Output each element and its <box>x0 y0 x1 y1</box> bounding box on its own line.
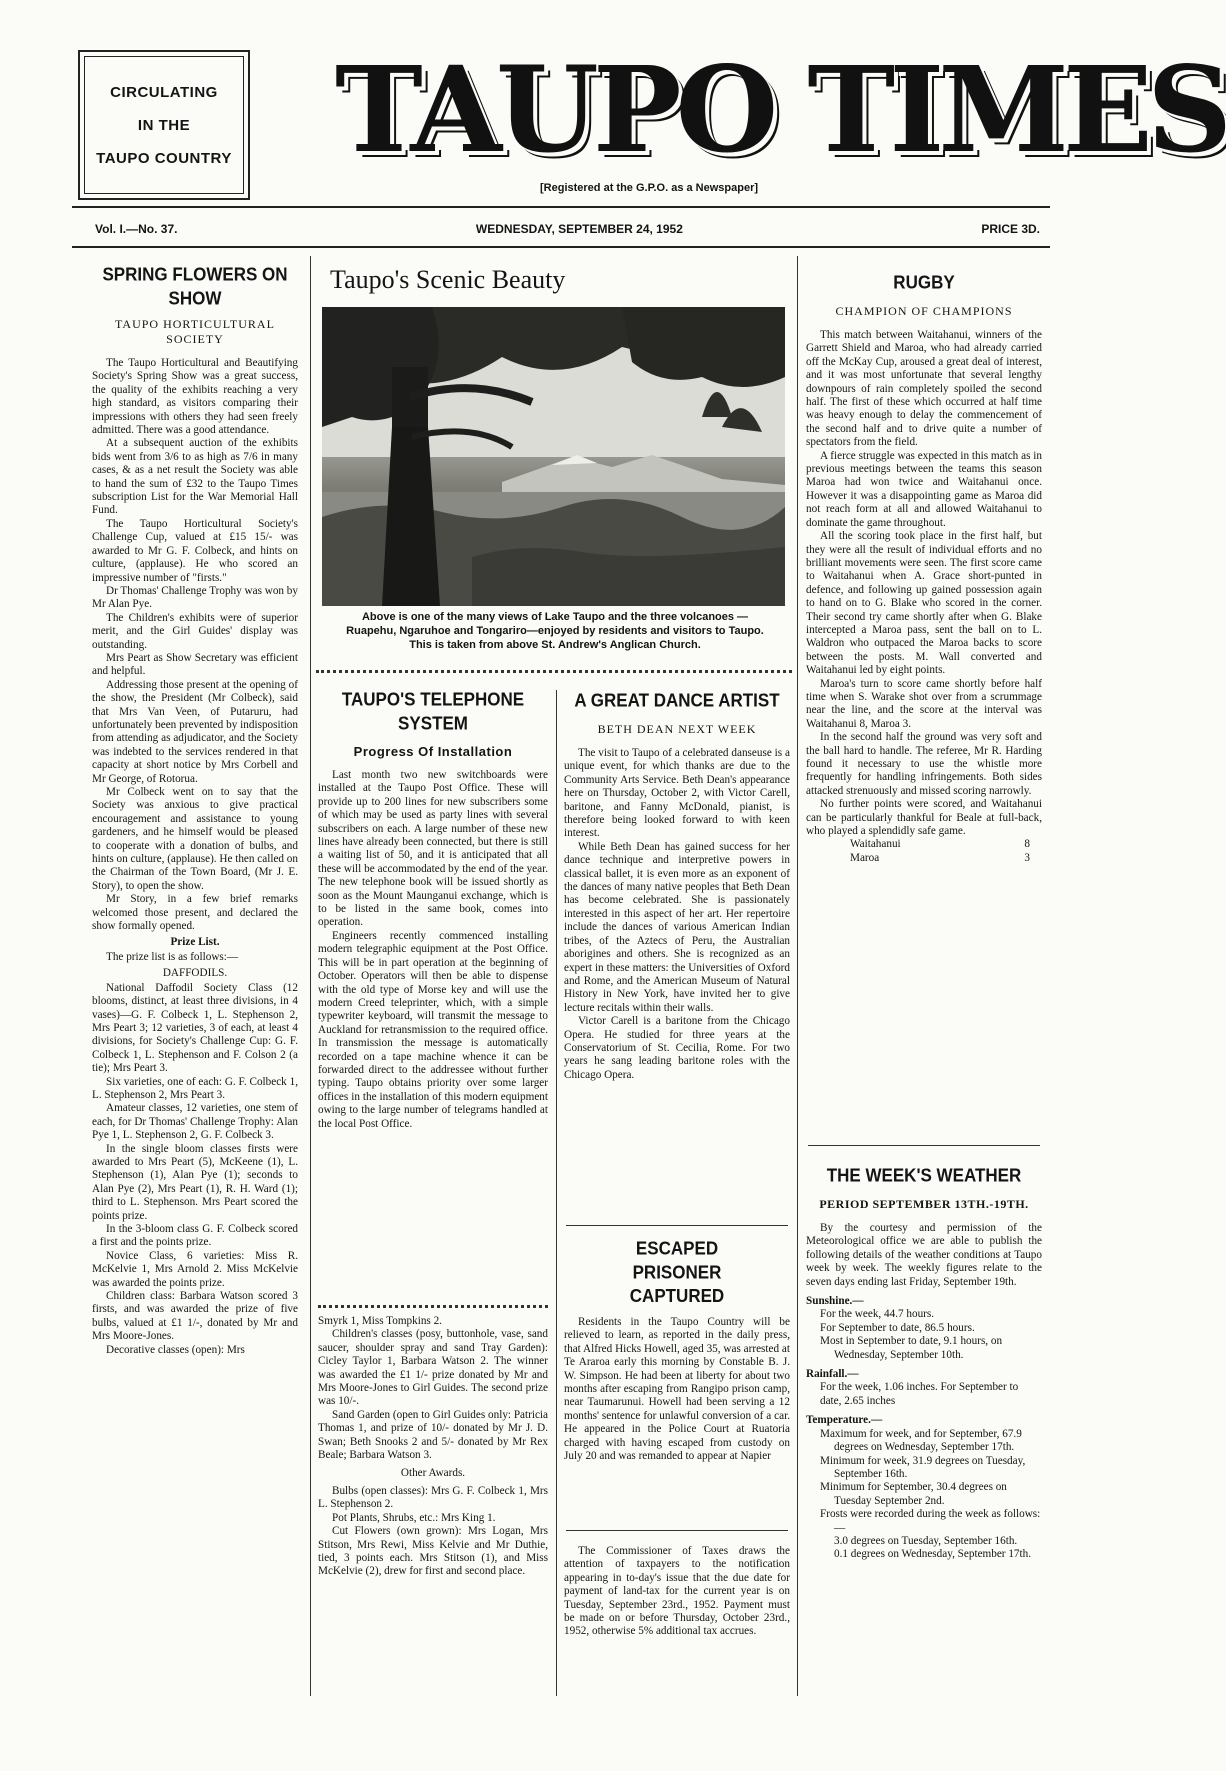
column-rule-3 <box>797 256 798 1696</box>
telephone-article <box>318 690 548 1131</box>
team-score: 3 <box>1024 851 1030 864</box>
paragraph: Dr Thomas' Challenge Trophy was won by Mr Alan Pye. <box>92 584 298 611</box>
prize-list-heading: Prize List. <box>170 936 220 949</box>
rugby-headline: RUGBY <box>893 272 955 293</box>
temperature-entry: Minimum for week, 31.9 degrees on Tuesday, September 16th. <box>820 1454 1026 1480</box>
sunshine-entry: Most in September to date, 9.1 hours, on Wednesday, September 10th. <box>820 1335 1003 1361</box>
weather-headline: THE WEEK'S WEATHER <box>826 1165 1022 1186</box>
paragraph: Cut Flowers (own grown): Mrs Logan, Mrs Stitson, Mrs Rewi, Miss Kelvie and Mr Duthie, tied, 3 points each. Mrs Stitson (1), and Miss McKelvie (2), drew for first and second place. <box>318 1525 548 1578</box>
paragraph: The prize list is as follows:— <box>106 950 239 963</box>
spring-flowers-article <box>92 265 298 1357</box>
photo-caption: Above is one of the many views of Lake Taupo and the three volcanoes —Ruapehu, Ngaruhoe and Tongariro—enjoyed by residents and visitors to Taupo. This is taken from above St. Andrew's Anglican Church. <box>346 611 764 651</box>
paragraph: Maroa's turn to score came shortly before half time when S. Warake shot over from a scrummage near the line, and the score at the interval was Waitahanui 8, Maroa 3. <box>806 677 1042 730</box>
paragraph: No further points were scored, and Waitahanui can be particularly thankful for Beale at full-back, who played a splendidly safe game. <box>806 798 1042 838</box>
score-row <box>806 838 1042 851</box>
paragraph: Mr Story, in a few brief remarks welcomed those present, and declared the show formally opened. <box>92 893 298 933</box>
paragraph: In the 3-bloom class G. F. Colbeck scored a first and the points prize. <box>92 1223 298 1249</box>
prisoner-body <box>564 1316 790 1463</box>
rainfall-label: Rainfall.— <box>806 1368 859 1381</box>
paragraph: While Beth Dean has gained success for her dance technique and interpretive powers in classical ballet, it is even more as an exponent of the dances of many native peoples that Beth Dean has become celebrated. She is passionately interested in this aspect of her art. Her repertoire include the dances of various American Indian tribes, of the Aztecs of Peru, the Australian aborigines and others. She is recognized as an expert in these matters: the Universities of Oxford and Rome, and the American Museum of Natural History in New York, have invited her to give lecture recitals within their walls. <box>564 840 790 1014</box>
paragraph: National Daffodil Society Class (12 blooms, distinct, at least three divisions, in 4 vases)—G. F. Colbeck 1, L. Stephenson 2, Mrs Peart 3; 12 varieties, 3 of each, at least 4 divisions, for Society's Challenge Cup: G. F. Colbeck 1, L. Stephenson and F. Colson 2 (a tie); Mrs Peart 3. <box>92 981 298 1075</box>
temperature-entry: Frosts were recorded during the week as follows:— <box>820 1508 1041 1534</box>
telephone-dotted-rule <box>318 1305 548 1311</box>
paragraph: Amateur classes, 12 varieties, one stem of each, for Dr Thomas' Challenge Trophy: Alan Pye 1, L. Stephenson 2, G. F. Colbeck 3. <box>92 1102 298 1142</box>
paragraph: Novice Class, 6 varieties: Miss R. McKelvie 1, Mrs Arnold 2. Miss McKelvie was awarded the points prize. <box>92 1249 298 1289</box>
dance-article <box>564 690 790 1082</box>
spring-flowers-headline: SPRING FLOWERS ON SHOW <box>102 264 288 309</box>
temperature-entry: 3.0 degrees on Tuesday, September 16th. <box>834 1534 1018 1547</box>
paragraph: The Taupo Horticultural Society's Challenge Cup, valued at £15 15/- was awarded to Mr G. F. Colbeck, and hints on culture, (applause). He who scored an impressive number of "firsts." <box>92 517 298 584</box>
temperature-entry: Maximum for week, and for September, 67.9 degrees on Wednesday, September 17th. <box>820 1427 1022 1454</box>
paragraph: A fierce struggle was expected in this match as in previous meetings between the teams this season Maroa had won twice and Waitahanui once. However it was a disappointing game as Maroa did not reach form at all and allowed Waitahanui to dominate the game throughout. <box>806 449 1042 529</box>
dance-rule <box>566 1225 788 1226</box>
temperature-entry: 0.1 degrees on Wednesday, September 17th. <box>834 1548 1032 1561</box>
paragraph: The Children's exhibits were of superior merit, and the Girl Guides' display was outstanding. <box>92 611 298 651</box>
rugby-article <box>806 272 1042 865</box>
sunshine-entry: For the week, 44.7 hours. <box>820 1308 935 1321</box>
temperature-entry: Minimum for September, 30.4 degrees on Tuesday September 2nd. <box>820 1481 1007 1507</box>
dance-headline: A GREAT DANCE ARTIST <box>574 690 780 711</box>
paragraph: The Commissioner of Taxes draws the attention of taxpayers to the notification appearing in to-day's issue that the due date for payment of land-tax for the current year is on Tuesday, September 23rd., 1952. Payment must be made on or before Thursday, October 23rd., 1952, otherwise 5% additional tax accrues. <box>564 1545 790 1638</box>
dance-subhead: BETH DEAN NEXT WEEK <box>597 722 757 736</box>
weather-period: PERIOD SEPTEMBER 13TH.-19TH. <box>819 1197 1029 1211</box>
flowers-continued-body <box>318 1315 548 1579</box>
team-name: Waitahanui <box>850 838 901 851</box>
rugby-subhead: CHAMPION OF CHAMPIONS <box>835 304 1013 318</box>
paragraph: Pot Plants, Shrubs, etc.: Mrs King 1. <box>332 1511 496 1524</box>
circulating-line-1: CIRCULATING <box>110 83 218 101</box>
paragraph: Last month two new switchboards were installed at the Taupo Post Office. These will provide up to 200 lines for new subscribers some of which may be used as party lines with several subscribers on each. A large number of these new lines have already been connected, but there is still a waiting list of 50, and it is anticipated that all these will be accommodated by the end of the year. The new telephone book will be issued shortly as soon as the Mount Maunganui exchange, which is to be listed in the same book, comes into operation. <box>318 769 548 929</box>
rainfall-entry: For the week, 1.06 inches. For September to date, 2.65 inches <box>820 1381 1019 1407</box>
taxes-notice <box>564 1545 790 1639</box>
paragraph: The Taupo Horticultural and Beautifying Society's Spring Show was a great success, the quality of the exhibits reaching a very high standard, as visitors comparing their impressions with others they had seen freely admitted. There was a good attendance. <box>92 357 298 437</box>
weather-article <box>806 1165 1042 1562</box>
price: PRICE 3D. <box>981 222 1040 236</box>
prisoner-article <box>564 1240 790 1463</box>
paragraph: All the scoring took place in the first half, but they were all the result of individual efforts and no brilliant movements were seen. The first score came to Waitahanui when A. Grace short-punted in defence, and following up gained possession again to hand on to G. Blake who scored in the corner. Their second try came shortly after when G. Blake intercepted a Maroa pass, sent the ball on to L. Waldron who outpaced the Maroa backs to score between the posts. M. Wall converted and Waitahanui led by eight points. <box>806 530 1042 677</box>
rugby-body <box>806 329 1042 838</box>
telephone-headline: TAUPO'S TELEPHONE SYSTEM <box>341 689 525 734</box>
paragraph: The visit to Taupo of a celebrated danseuse is a unique event, for which thanks are due to the Community Arts Service. Beth Dean's appearance here on Thursday, October 2, with Victor Carell, baritone, and Fanny McDonald, pianist, is therefore being looked forward to with keen interest. <box>564 747 790 840</box>
paragraph: Engineers recently commenced installing modern telegraphic equipment at the Post Office. This will be in part operation at the beginning of October. Operators will then be able to dispense with the old type of Morse key and will use the modern Creed teleprinter, which, with a simple typewriter keyboard, will transmit the message to Auckland for retransmission to the required office. In transmission the message is automatically recorded on a tape machine whence it can be forwarded direct to the addressee without further typing. Taupo obtains priority over some larger offices in the installation of this modern equipment owing to the large number of telegrams handled at the local Post Office. <box>318 929 548 1130</box>
telephone-body <box>318 769 548 1131</box>
daffodils-heading: DAFFODILS. <box>162 967 228 980</box>
masthead-rule-bottom <box>72 246 1050 248</box>
newspaper-title: TAUPO TIMES <box>335 40 1226 179</box>
circulating-line-2: IN THE <box>137 116 191 134</box>
telephone-subhead: Progress Of Installation <box>353 744 513 759</box>
dance-body <box>564 747 790 1082</box>
paragraph: At a subsequent auction of the exhibits bids went from 3/6 to as high as 7/6 in many cases, & as a net result the Society was able to hand the sum of £32 to the Taupo Times subscription List for the War Memorial Hall Fund. <box>92 437 298 517</box>
caption-dotted-rule <box>316 670 792 676</box>
paragraph: In the single bloom classes firsts were awarded to Mrs Peart (5), McKeene (1), L. Stephenson (1), Alan Pye (1); seconds to Alan Pye (2), Mrs Peart (1), R. H. Ward (1); third to L. Stephenson. Mrs Peart scored the points prize. <box>92 1142 298 1222</box>
paragraph: Victor Carell is a baritone from the Chicago Opera. He studied for three years at the Conservatorium of St. Cecilia, Rome. For two years he sang leading baritone roles with the Chicago Opera. <box>564 1015 790 1081</box>
issue-date: WEDNESDAY, SEPTEMBER 24, 1952 <box>475 222 683 236</box>
registration-note: [Registered at the G.P.O. as a Newspaper] <box>540 182 759 194</box>
score-row <box>806 852 1042 865</box>
prisoner-rule <box>566 1530 788 1531</box>
paragraph: Mr Colbeck went on to say that the Society was anxious to give practical encouragement and assistance to young gardeners, and he himself would be pleased to cooperate with a donation of bulbs, and hints on culture, (applause). He then called on the Chairman of the Town Board, (Mr J. E. Story), to open the show. <box>92 786 298 892</box>
paragraph: By the courtesy and permission of the Meteorological office we are able to publish the following details of the weather conditions at Taupo week by week. The weekly figures relate to the seven days ending last Friday, September 19th. <box>806 1222 1042 1288</box>
temperature-label: Temperature.— <box>806 1414 883 1427</box>
paragraph: Residents in the Taupo Country will be relieved to learn, as reported in the daily press, that Alfred Hicks Howell, aged 35, was arrested at Te Araroa early this morning by Constable B. J. W. Simpson. He had been at liberty for about two months after escaping from Rangipo prison camp, near Taumarunui. Howell had been serving a 12 months' sentence for unlawful conversion of a car. He appeared in the Police Court at Ruatoria charged with having escaped from custody on July 20 and was remanded to appear at Napier <box>564 1316 790 1463</box>
prisoner-headline: ESCAPED PRISONER CAPTURED <box>629 1238 725 1307</box>
paragraph: Mrs Peart as Show Secretary was efficient and helpful. <box>92 651 298 678</box>
paragraph: Bulbs (open classes): Mrs G. F. Colbeck 1, Mrs L. Stephenson 2. <box>318 1484 548 1511</box>
column-rule-1 <box>310 256 311 1696</box>
paragraph: Sand Garden (open to Girl Guides only: Patricia Thomas 1, and prize of 10/- donated by Mr J. D. Swan; Beth Snooks 2 and 5/- donated by Mr Rex Beale; Barbara Watson 3. <box>318 1408 548 1462</box>
rugby-score-table <box>806 838 1042 865</box>
taxes-body <box>564 1545 790 1639</box>
sunshine-entry: For September to date, 86.5 hours. <box>820 1321 975 1334</box>
paragraph: Children class: Barbara Watson scored 3 firsts, and was awarded the prize of five bulbs, valued at £1 1/-, donated by Mr and Mrs Moore-Jones. <box>92 1290 298 1343</box>
other-awards-heading: Other Awards. <box>400 1467 466 1480</box>
circulating-box <box>78 50 250 200</box>
spring-flowers-body <box>92 357 298 1357</box>
team-name: Maroa <box>850 851 880 864</box>
paragraph: Children's classes (posy, buttonhole, vase, sand saucer, shoulder spray and sand Tray Garden): Cicley Taylor 1, Barbara Watson 2. The winner was awarded the £1 1/- prize donated by Mr and Mrs Moore-Jones to Girl Guides. The second prize was 10/-. <box>318 1328 548 1408</box>
scenic-headline: Taupo's Scenic Beauty <box>330 265 566 294</box>
column-rule-2 <box>556 690 557 1696</box>
flowers-continued <box>318 1315 548 1579</box>
paragraph: Smyrk 1, Miss Tompkins 2. <box>318 1315 442 1327</box>
weather-details <box>806 1295 1042 1562</box>
spring-flowers-subhead: TAUPO HORTICULTURAL SOCIETY <box>115 317 275 346</box>
circulating-line-3: TAUPO COUNTRY <box>96 149 232 167</box>
volume-number: Vol. I.—No. 37. <box>95 222 178 236</box>
dateline <box>95 222 1040 236</box>
paragraph: Six varieties, one of each: G. F. Colbeck 1, L. Stephenson 2, Mrs Peart 3. <box>92 1075 298 1101</box>
rugby-rule <box>808 1145 1040 1146</box>
masthead-rule-top <box>72 206 1050 208</box>
photo-illustration <box>322 307 785 606</box>
weather-intro <box>806 1222 1042 1289</box>
team-score: 8 <box>1024 838 1030 851</box>
paragraph: Addressing those present at the opening of the show, the President (Mr Colbeck), said that Mrs Van Veen, of Putaruru, had unfortunately been prevented by indisposition from attending as adjudicator, and the Society was indebted to the services rendered in that capacity at short notice by Mrs Corbell and Mr George, of Rotorua. <box>92 678 298 785</box>
paragraph: Decorative classes (open): Mrs <box>106 1343 245 1356</box>
paragraph: In the second half the ground was very soft and the ball hard to handle. The referee, Mr R. Harding found it necessary to use the whistle more frequently for handling infringements. Both sides attacked strenuously and missed scoring narrowly. <box>806 731 1042 797</box>
paragraph: This match between Waitahanui, winners of the Garrett Shield and Maroa, who had already carried off the McKay Cup, aroused a great deal of interest, and it was most unfortunate that several lengthy downpours of rain completely spoiled the second half. The first of these which occurred at half time was heavy enough to delay the commencement of the second half and to drive quite a number of spectators from the field. <box>806 329 1042 449</box>
lake-taupo-photo <box>322 307 785 606</box>
sunshine-label: Sunshine.— <box>806 1295 864 1308</box>
